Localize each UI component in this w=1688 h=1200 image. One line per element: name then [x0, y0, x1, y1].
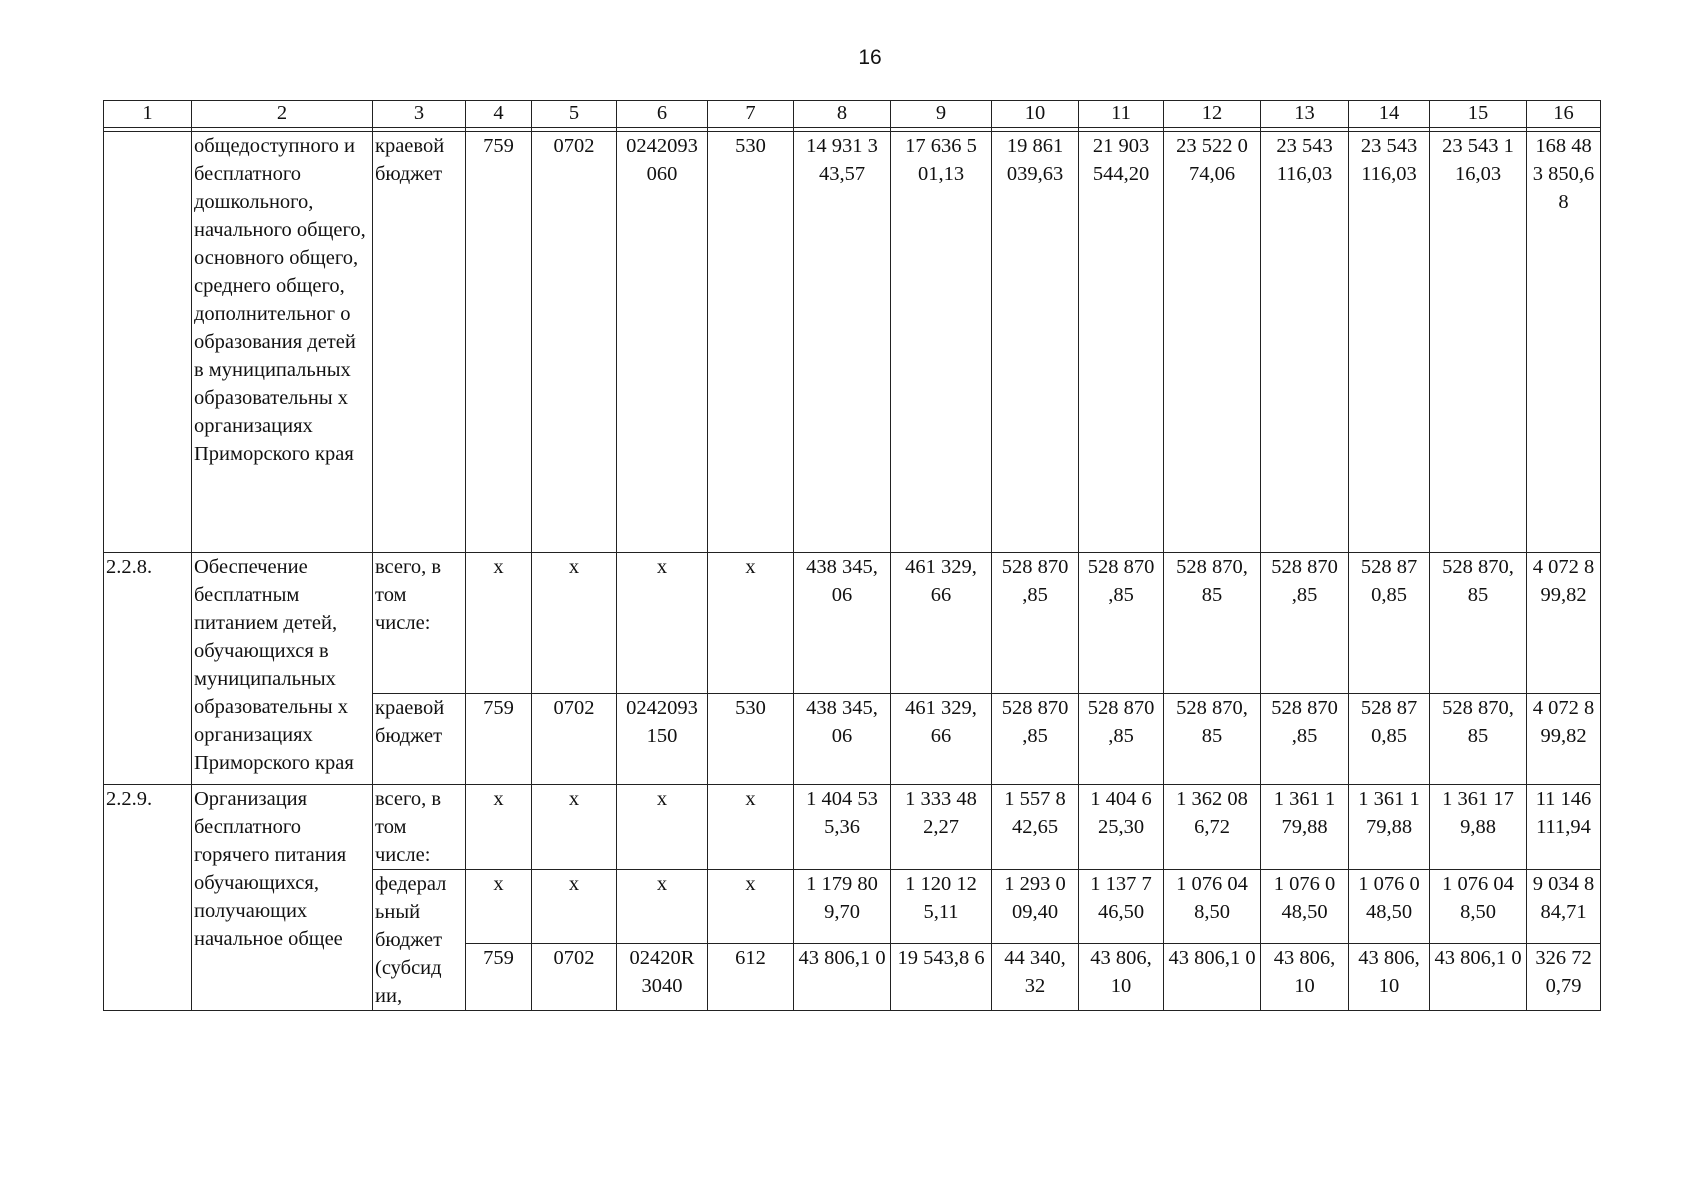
- value-cell: 1 361 1 79,88: [1261, 785, 1349, 870]
- value-cell: 11 146 111,94: [1527, 785, 1601, 870]
- value-cell: 528 870 ,85: [1261, 694, 1349, 785]
- value-cell: 17 636 5 01,13: [891, 132, 992, 553]
- value-cell: 1 361 17 9,88: [1430, 785, 1527, 870]
- page-number: 16: [858, 46, 882, 69]
- value-cell: 43 806,1 0: [794, 944, 891, 1011]
- code-cell: 02420R 3040: [617, 944, 708, 1011]
- value-cell: 528 870, 85: [1430, 553, 1527, 694]
- value-cell: 23 543 1 16,03: [1430, 132, 1527, 553]
- value-cell: 1 362 08 6,72: [1164, 785, 1261, 870]
- code-cell: 0702: [532, 694, 617, 785]
- value-cell: 4 072 8 99,82: [1527, 553, 1601, 694]
- funding-source-cell: федерал ьный бюджет (субсид ии,: [373, 870, 466, 1011]
- value-cell: 14 931 3 43,57: [794, 132, 891, 553]
- header-cell: 12: [1164, 101, 1261, 128]
- header-cell: 2: [192, 101, 373, 128]
- value-cell: 528 870, 85: [1164, 694, 1261, 785]
- value-cell: 461 329, 66: [891, 694, 992, 785]
- code-cell: 759: [466, 694, 532, 785]
- value-cell: 528 87 0,85: [1349, 553, 1430, 694]
- code-cell: х: [532, 553, 617, 694]
- value-cell: 1 076 04 8,50: [1164, 870, 1261, 944]
- funding-source-cell: всего, в том числе:: [373, 553, 466, 694]
- code-cell: 0702: [532, 944, 617, 1011]
- code-cell: х: [617, 785, 708, 870]
- header-cell: 15: [1430, 101, 1527, 128]
- code-cell: х: [708, 785, 794, 870]
- code-cell: х: [466, 553, 532, 694]
- value-cell: 528 870, 85: [1430, 694, 1527, 785]
- value-cell: 4 072 8 99,82: [1527, 694, 1601, 785]
- value-cell: 1 137 7 46,50: [1079, 870, 1164, 944]
- item-number-cell: [104, 132, 192, 553]
- header-cell: 9: [891, 101, 992, 128]
- code-cell: х: [708, 553, 794, 694]
- header-cell: 3: [373, 101, 466, 128]
- value-cell: 43 806,1 0: [1164, 944, 1261, 1011]
- value-cell: 43 806,1 0: [1430, 944, 1527, 1011]
- value-cell: 23 522 0 74,06: [1164, 132, 1261, 553]
- value-cell: 528 870 ,85: [1079, 553, 1164, 694]
- code-cell: х: [532, 785, 617, 870]
- value-cell: 19 861 039,63: [992, 132, 1079, 553]
- value-cell: 168 48 3 850,6 8: [1527, 132, 1601, 553]
- value-cell: 1 404 53 5,36: [794, 785, 891, 870]
- value-cell: 461 329, 66: [891, 553, 992, 694]
- header-row: [104, 101, 1601, 128]
- value-cell: 1 404 6 25,30: [1079, 785, 1164, 870]
- header-cell: 7: [708, 101, 794, 128]
- header-cell: 10: [992, 101, 1079, 128]
- value-cell: 43 806, 10: [1349, 944, 1430, 1011]
- funding-source-cell: краевой бюджет: [373, 132, 466, 553]
- value-cell: 21 903 544,20: [1079, 132, 1164, 553]
- value-cell: 1 076 0 48,50: [1349, 870, 1430, 944]
- header-cell: 16: [1527, 101, 1601, 128]
- header-cell: 1: [104, 101, 192, 128]
- value-cell: 438 345, 06: [794, 694, 891, 785]
- code-cell: х: [617, 553, 708, 694]
- value-cell: 43 806, 10: [1261, 944, 1349, 1011]
- item-number-cell: 2.2.9.: [104, 785, 192, 1011]
- value-cell: 1 333 48 2,27: [891, 785, 992, 870]
- code-cell: 759: [466, 132, 532, 553]
- table-row: [104, 553, 1601, 694]
- value-cell: 1 179 80 9,70: [794, 870, 891, 944]
- code-cell: х: [617, 870, 708, 944]
- header-cell: 13: [1261, 101, 1349, 128]
- item-number-cell: 2.2.8.: [104, 553, 192, 785]
- value-cell: 438 345, 06: [794, 553, 891, 694]
- code-cell: 0702: [532, 132, 617, 553]
- code-cell: 0242093 150: [617, 694, 708, 785]
- value-cell: 9 034 8 84,71: [1527, 870, 1601, 944]
- funding-source-cell: всего, в том числе:: [373, 785, 466, 870]
- value-cell: 1 557 8 42,65: [992, 785, 1079, 870]
- value-cell: 528 870, 85: [1164, 553, 1261, 694]
- header-cell: 11: [1079, 101, 1164, 128]
- value-cell: 528 870 ,85: [992, 694, 1079, 785]
- value-cell: 1 076 0 48,50: [1261, 870, 1349, 944]
- budget-table: [103, 100, 1601, 1011]
- header-cell: 14: [1349, 101, 1430, 128]
- header-cell: 6: [617, 101, 708, 128]
- value-cell: 1 361 1 79,88: [1349, 785, 1430, 870]
- code-cell: х: [466, 870, 532, 944]
- value-cell: 23 543 116,03: [1349, 132, 1430, 553]
- funding-source-cell: краевой бюджет: [373, 694, 466, 785]
- value-cell: 528 870 ,85: [1079, 694, 1164, 785]
- code-cell: 0242093 060: [617, 132, 708, 553]
- item-name-cell: Обеспечение бесплатным питанием детей, обучающихся в муниципальных образовательны х организациях Приморского края: [192, 553, 373, 785]
- header-cell: 5: [532, 101, 617, 128]
- item-name-cell: Организация бесплатного горячего питания обучающихся, получающих начальное общее: [192, 785, 373, 1011]
- code-cell: х: [466, 785, 532, 870]
- code-cell: 530: [708, 694, 794, 785]
- code-cell: 759: [466, 944, 532, 1011]
- value-cell: 1 120 12 5,11: [891, 870, 992, 944]
- value-cell: 528 87 0,85: [1349, 694, 1430, 785]
- value-cell: 19 543,8 6: [891, 944, 992, 1011]
- value-cell: 1 076 04 8,50: [1430, 870, 1527, 944]
- value-cell: 43 806, 10: [1079, 944, 1164, 1011]
- header-cell: 8: [794, 101, 891, 128]
- value-cell: 44 340, 32: [992, 944, 1079, 1011]
- value-cell: 1 293 0 09,40: [992, 870, 1079, 944]
- table-row: [104, 785, 1601, 870]
- value-cell: 326 72 0,79: [1527, 944, 1601, 1011]
- code-cell: х: [532, 870, 617, 944]
- value-cell: 528 870 ,85: [1261, 553, 1349, 694]
- code-cell: х: [708, 870, 794, 944]
- item-name-cell: общедоступного и бесплатного дошкольного, начального общего, основного общего, среднего общего, дополнительног о образования детей в муниципальных образовательны х организациях Приморского края: [192, 132, 373, 553]
- code-cell: 530: [708, 132, 794, 553]
- value-cell: 528 870 ,85: [992, 553, 1079, 694]
- table-row: [104, 132, 1601, 553]
- header-cell: 4: [466, 101, 532, 128]
- value-cell: 23 543 116,03: [1261, 132, 1349, 553]
- code-cell: 612: [708, 944, 794, 1011]
